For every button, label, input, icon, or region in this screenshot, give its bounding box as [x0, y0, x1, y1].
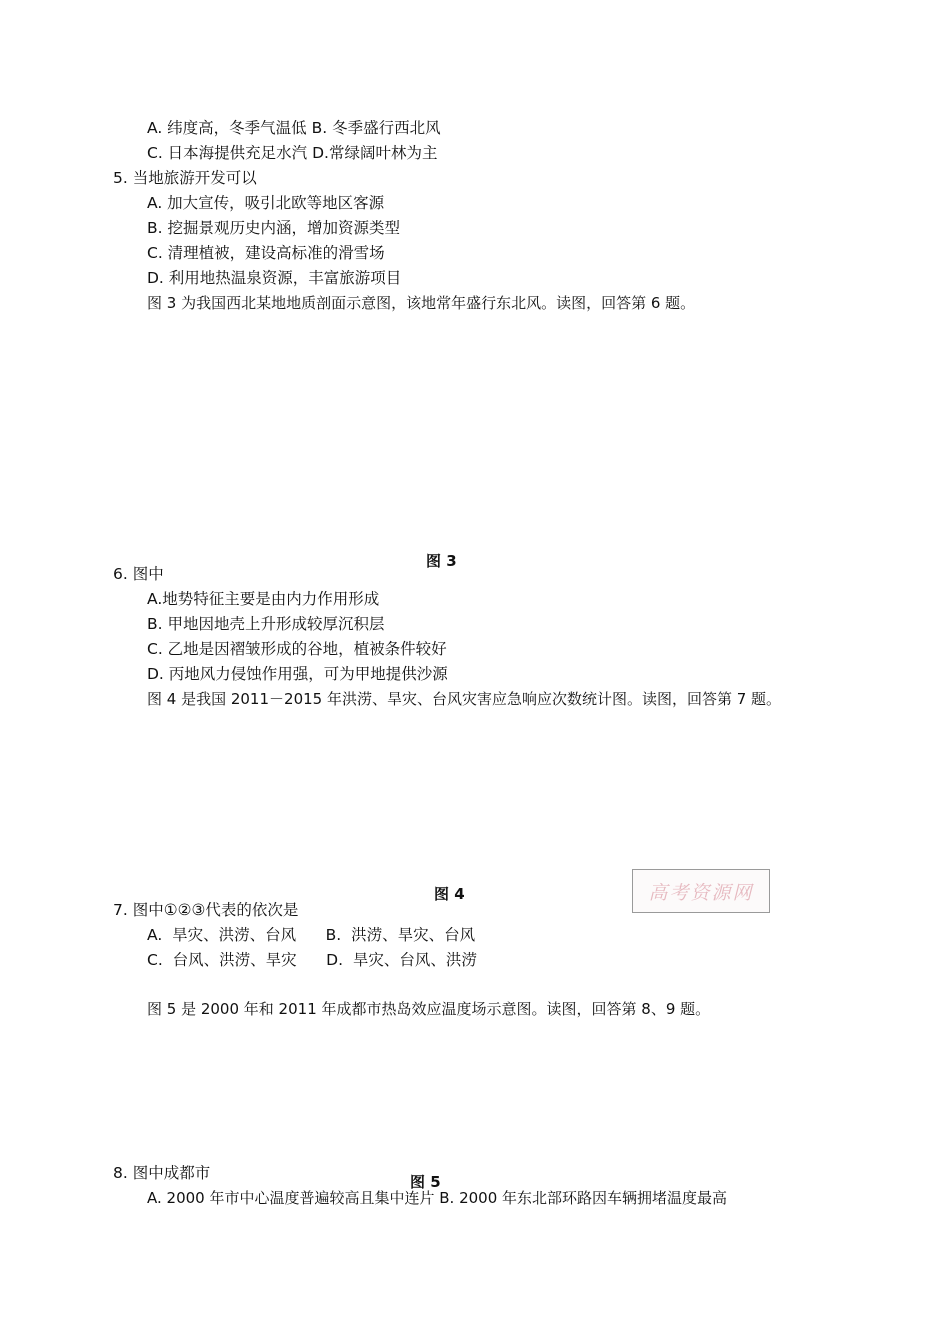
q8-option-ab: A. 2000 年市中心温度普遍较高且集中连片 B. 2000 年东北部环路因车辆拥堵温度最高 — [147, 1189, 728, 1207]
fig4-intro: 图 4 是我国 2011－2015 年洪涝、旱灾、台风灾害应急响应次数统计图。读图，回答第 7 题。 — [147, 690, 782, 708]
q5-option-b: B. 挖掘景观历史内涵，增加资源类型 — [147, 219, 400, 237]
watermark-stamp — [632, 869, 770, 913]
q6-option-d: D. 丙地风力侵蚀作用强，可为甲地提供沙源 — [147, 665, 448, 683]
q5-option-a: A. 加大宣传，吸引北欧等地区客源 — [147, 194, 385, 212]
q7-option-ab: A. 旱灾、洪涝、台风 B. 洪涝、旱灾、台风 — [147, 926, 476, 944]
q5-option-c: C. 清理植被，建设高标准的滑雪场 — [147, 244, 385, 262]
q6-stem: 6. 图中 — [113, 565, 164, 583]
q5-stem: 5. 当地旅游开发可以 — [113, 169, 257, 187]
fig3-caption: 图 3 — [426, 552, 457, 570]
fig4-caption: 图 4 — [434, 885, 465, 903]
fig3-placeholder — [147, 320, 797, 545]
q5-option-d: D. 利用地热温泉资源，丰富旅游项目 — [147, 269, 402, 287]
fig4-placeholder — [147, 716, 797, 876]
q6-option-a: A.地势特征主要是由内力作用形成 — [147, 590, 380, 608]
q7-option-cd: C. 台风、洪涝、旱灾 D. 旱灾、台风、洪涝 — [147, 951, 477, 969]
fig3-intro: 图 3 为我国西北某地地质剖面示意图，该地常年盛行东北风。读图，回答第 6 题。 — [147, 294, 696, 312]
fig5-intro: 图 5 是 2000 年和 2011 年成都市热岛效应温度场示意图。读图，回答第 8、9 题。 — [147, 1000, 711, 1018]
q4-option-cd: C. 日本海提供充足水汽 D.常绿阔叶林为主 — [147, 144, 438, 162]
fig5-caption: 图 5 — [410, 1173, 441, 1191]
q6-option-b: B. 甲地因地壳上升形成较厚沉积层 — [147, 615, 385, 633]
q6-option-c: C. 乙地是因褶皱形成的谷地，植被条件较好 — [147, 640, 447, 658]
q4-option-ab: A. 纬度高，冬季气温低 B. 冬季盛行西北风 — [147, 119, 441, 137]
watermark-text: 高考资源网 — [648, 881, 754, 904]
q8-stem: 8. 图中成都市 — [113, 1164, 211, 1182]
q7-stem: 7. 图中①②③代表的依次是 — [113, 901, 299, 919]
fig5-placeholder — [147, 1026, 797, 1161]
